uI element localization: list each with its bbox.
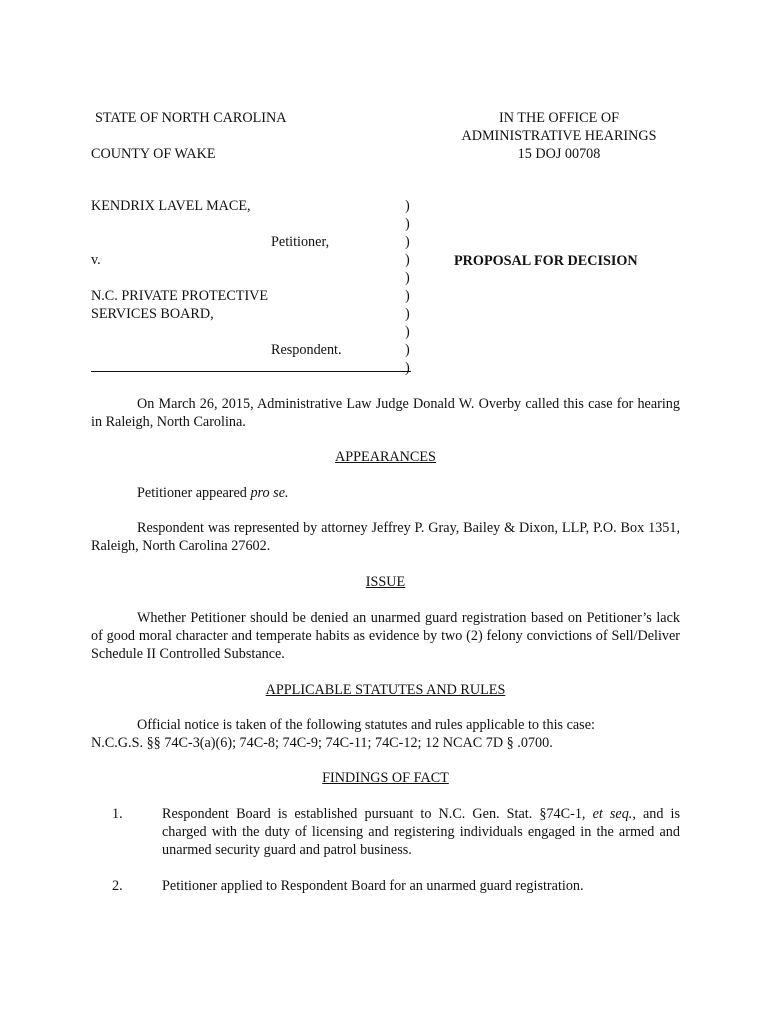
paren: ) — [405, 252, 410, 268]
paren: ) — [405, 216, 410, 232]
statutes-paragraph — [91, 716, 680, 752]
findings-heading: FINDINGS OF FACT — [322, 770, 449, 786]
caption-divider — [91, 371, 411, 372]
caption-parentheses — [405, 197, 415, 377]
paren: ) — [405, 288, 410, 304]
paren: ) — [405, 198, 410, 214]
paren: ) — [405, 306, 410, 322]
paren: ) — [405, 342, 410, 358]
appearances-heading: APPEARANCES — [335, 449, 436, 465]
statutes-line-2: N.C.G.S. §§ 74C-3(a)(6); 74C-8; 74C-9; 74C-11; 74C-12; 12 NCAC 7D § .0700. — [91, 735, 553, 751]
paren: ) — [405, 324, 410, 340]
statutes-line-1: Official notice is taken of the following statutes and rules applicable to this case: — [137, 717, 595, 733]
statutes-heading: APPLICABLE STATUTES AND RULES — [265, 682, 506, 698]
respondent-line-2: SERVICES BOARD, — [91, 306, 214, 322]
issue-heading: ISSUE — [365, 574, 406, 590]
paren: ) — [405, 234, 410, 250]
caption-state: STATE OF NORTH CAROLINA — [95, 110, 287, 126]
caption-county: COUNTY OF WAKE — [91, 146, 216, 162]
finding-number: 2. — [112, 878, 123, 894]
intro-paragraph — [91, 395, 680, 431]
petitioner-appearance: Petitioner appeared pro se. — [137, 485, 289, 501]
versus: v. — [91, 252, 101, 268]
document-title: PROPOSAL FOR DECISION — [454, 253, 638, 269]
intro-text: On March 26, 2015, Administrative Law Judge Donald W. Overby called this case for hearing in Raleigh, North Carolina. — [91, 396, 680, 430]
issue-paragraph: Whether Petitioner should be denied an unarmed guard registration based on Petitioner’s lack of good moral character and temperate habits as evidence by two (2) felony convictions of Sell/Deliver Schedule II Controlled Substance. — [91, 610, 680, 662]
paren: ) — [405, 360, 410, 376]
respondent-appearance: Respondent was represented by attorney Jeffrey P. Gray, Bailey & Dixon, LLP, P.O. Box 1351, Raleigh, North Carolina 27602. — [91, 520, 680, 554]
petitioner-role: Petitioner, — [271, 234, 330, 250]
respondent-role: Respondent. — [271, 342, 342, 358]
office-line-2: ADMINISTRATIVE HEARINGS — [461, 128, 657, 144]
office-line-1: IN THE OFFICE OF — [499, 110, 619, 126]
case-number: 15 DOJ 00708 — [517, 146, 601, 162]
petitioner-name: KENDRIX LAVEL MACE, — [91, 198, 251, 214]
caption-office — [448, 109, 670, 163]
finding-text: Petitioner applied to Respondent Board for an unarmed guard registration. — [162, 878, 584, 894]
finding-number: 1. — [112, 806, 123, 822]
paren: ) — [405, 270, 410, 286]
finding-text: Respondent Board is established pursuant to N.C. Gen. Stat. §74C-1, et seq., and is charged with the duty of licensing and registering individuals engaged in the armed and unarmed security guard and patrol business. — [162, 806, 680, 858]
respondent-line-1: N.C. PRIVATE PROTECTIVE — [91, 288, 269, 304]
